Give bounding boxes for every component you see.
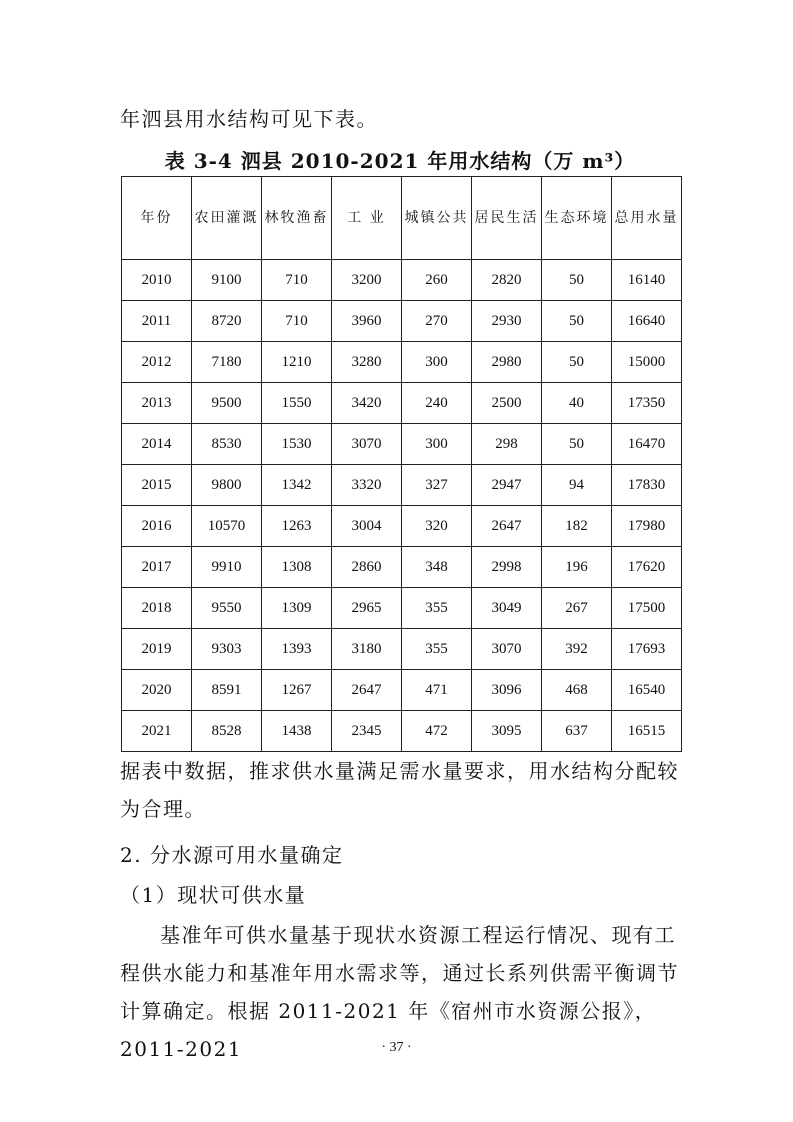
cell-forestry: 1308: [262, 547, 332, 588]
cell-ecology: 182: [542, 506, 612, 547]
table-row: [122, 465, 682, 506]
cell-residential: 3095: [472, 711, 542, 752]
cell-industry: 3320: [332, 465, 402, 506]
table-row: [122, 424, 682, 465]
cell-industry: 2647: [332, 670, 402, 711]
cell-public: 300: [402, 342, 472, 383]
cell-total: 16515: [612, 711, 682, 752]
cell-irrigation: 9550: [192, 588, 262, 629]
cell-ecology: 637: [542, 711, 612, 752]
cell-public: 270: [402, 301, 472, 342]
cell-public: 260: [402, 260, 472, 301]
cell-public: 355: [402, 588, 472, 629]
cell-irrigation: 8720: [192, 301, 262, 342]
cell-industry: 3004: [332, 506, 402, 547]
cell-forestry: 710: [262, 301, 332, 342]
cell-industry: 3280: [332, 342, 402, 383]
cell-forestry: 1550: [262, 383, 332, 424]
cell-ecology: 50: [542, 424, 612, 465]
cell-public: 240: [402, 383, 472, 424]
cell-irrigation: 8530: [192, 424, 262, 465]
cell-total: 16540: [612, 670, 682, 711]
cell-residential: 3096: [472, 670, 542, 711]
cell-residential: 2998: [472, 547, 542, 588]
cell-residential: 3070: [472, 629, 542, 670]
cell-industry: 3960: [332, 301, 402, 342]
cell-year: 2019: [122, 629, 192, 670]
table-row: [122, 711, 682, 752]
cell-ecology: 50: [542, 301, 612, 342]
cell-irrigation: 9800: [192, 465, 262, 506]
cell-residential: 2647: [472, 506, 542, 547]
header-total: 总用水量: [612, 177, 682, 260]
cell-total: 17500: [612, 588, 682, 629]
cell-year: 2016: [122, 506, 192, 547]
cell-residential: 2930: [472, 301, 542, 342]
cell-year: 2020: [122, 670, 192, 711]
cell-forestry: 1267: [262, 670, 332, 711]
header-year: 年份: [122, 177, 192, 260]
table-title: 表 3-4 泗县 2010-2021 年用水结构（万 m³）: [164, 149, 636, 173]
cell-total: 16640: [612, 301, 682, 342]
cell-industry: 2860: [332, 547, 402, 588]
cell-residential: 2947: [472, 465, 542, 506]
body-paragraph: 基准年可供水量基于现状水资源工程运行情况、现有工程供水能力和基准年用水需求等，通过长系列供需平衡调节计算确定。根据 2011-2021 年《宿州市水资源公报》，2011-2021: [120, 923, 679, 1061]
cell-industry: 2345: [332, 711, 402, 752]
cell-industry: 3200: [332, 260, 402, 301]
cell-ecology: 50: [542, 342, 612, 383]
cell-forestry: 710: [262, 260, 332, 301]
cell-irrigation: 9500: [192, 383, 262, 424]
cell-total: 17693: [612, 629, 682, 670]
section-heading: 2. 分水源可用水量确定: [120, 843, 344, 867]
cell-forestry: 1263: [262, 506, 332, 547]
table-row: [122, 670, 682, 711]
cell-total: 17980: [612, 506, 682, 547]
cell-year: 2010: [122, 260, 192, 301]
cell-year: 2015: [122, 465, 192, 506]
subsection-heading: （1）现状可供水量: [120, 883, 307, 907]
cell-public: 320: [402, 506, 472, 547]
para-after-table: 据表中数据，推求供水量满足需水量要求，用水结构分配较为合理。: [120, 759, 679, 821]
header-forestry: 林牧渔畜: [262, 177, 332, 260]
table-row: [122, 588, 682, 629]
cell-irrigation: 8591: [192, 670, 262, 711]
page-number: · 37 ·: [381, 1040, 412, 1055]
header-residential: 居民生活: [472, 177, 542, 260]
table-header-row: [122, 177, 682, 260]
intro-line: 年泗县用水结构可见下表。: [120, 107, 378, 131]
cell-forestry: 1438: [262, 711, 332, 752]
table-row: [122, 383, 682, 424]
cell-irrigation: 7180: [192, 342, 262, 383]
cell-public: 300: [402, 424, 472, 465]
cell-forestry: 1342: [262, 465, 332, 506]
cell-irrigation: 9303: [192, 629, 262, 670]
cell-residential: 2820: [472, 260, 542, 301]
cell-ecology: 468: [542, 670, 612, 711]
cell-year: 2017: [122, 547, 192, 588]
table-row: [122, 547, 682, 588]
cell-total: 15000: [612, 342, 682, 383]
table-row: [122, 342, 682, 383]
cell-public: 472: [402, 711, 472, 752]
cell-public: 471: [402, 670, 472, 711]
cell-residential: 2980: [472, 342, 542, 383]
cell-total: 17350: [612, 383, 682, 424]
header-industry: 工 业: [332, 177, 402, 260]
cell-residential: 298: [472, 424, 542, 465]
cell-ecology: 50: [542, 260, 612, 301]
cell-irrigation: 8528: [192, 711, 262, 752]
cell-forestry: 1393: [262, 629, 332, 670]
cell-residential: 3049: [472, 588, 542, 629]
cell-industry: 3180: [332, 629, 402, 670]
cell-forestry: 1309: [262, 588, 332, 629]
header-public: 城镇公共: [402, 177, 472, 260]
cell-irrigation: 9910: [192, 547, 262, 588]
cell-year: 2013: [122, 383, 192, 424]
cell-ecology: 40: [542, 383, 612, 424]
cell-irrigation: 9100: [192, 260, 262, 301]
cell-industry: 2965: [332, 588, 402, 629]
table-row: [122, 260, 682, 301]
header-ecology: 生态环境: [542, 177, 612, 260]
cell-ecology: 267: [542, 588, 612, 629]
cell-year: 2011: [122, 301, 192, 342]
cell-total: 16470: [612, 424, 682, 465]
header-irrigation: 农田灌溉: [192, 177, 262, 260]
cell-industry: 3070: [332, 424, 402, 465]
cell-total: 17830: [612, 465, 682, 506]
cell-total: 17620: [612, 547, 682, 588]
cell-year: 2021: [122, 711, 192, 752]
cell-public: 355: [402, 629, 472, 670]
cell-industry: 3420: [332, 383, 402, 424]
cell-public: 348: [402, 547, 472, 588]
cell-ecology: 392: [542, 629, 612, 670]
cell-residential: 2500: [472, 383, 542, 424]
cell-forestry: 1530: [262, 424, 332, 465]
cell-year: 2012: [122, 342, 192, 383]
cell-year: 2014: [122, 424, 192, 465]
table-row: [122, 629, 682, 670]
cell-ecology: 94: [542, 465, 612, 506]
cell-year: 2018: [122, 588, 192, 629]
table-row: [122, 506, 682, 547]
cell-forestry: 1210: [262, 342, 332, 383]
table-row: [122, 301, 682, 342]
cell-total: 16140: [612, 260, 682, 301]
water-use-table: [121, 176, 682, 752]
cell-public: 327: [402, 465, 472, 506]
cell-irrigation: 10570: [192, 506, 262, 547]
cell-ecology: 196: [542, 547, 612, 588]
